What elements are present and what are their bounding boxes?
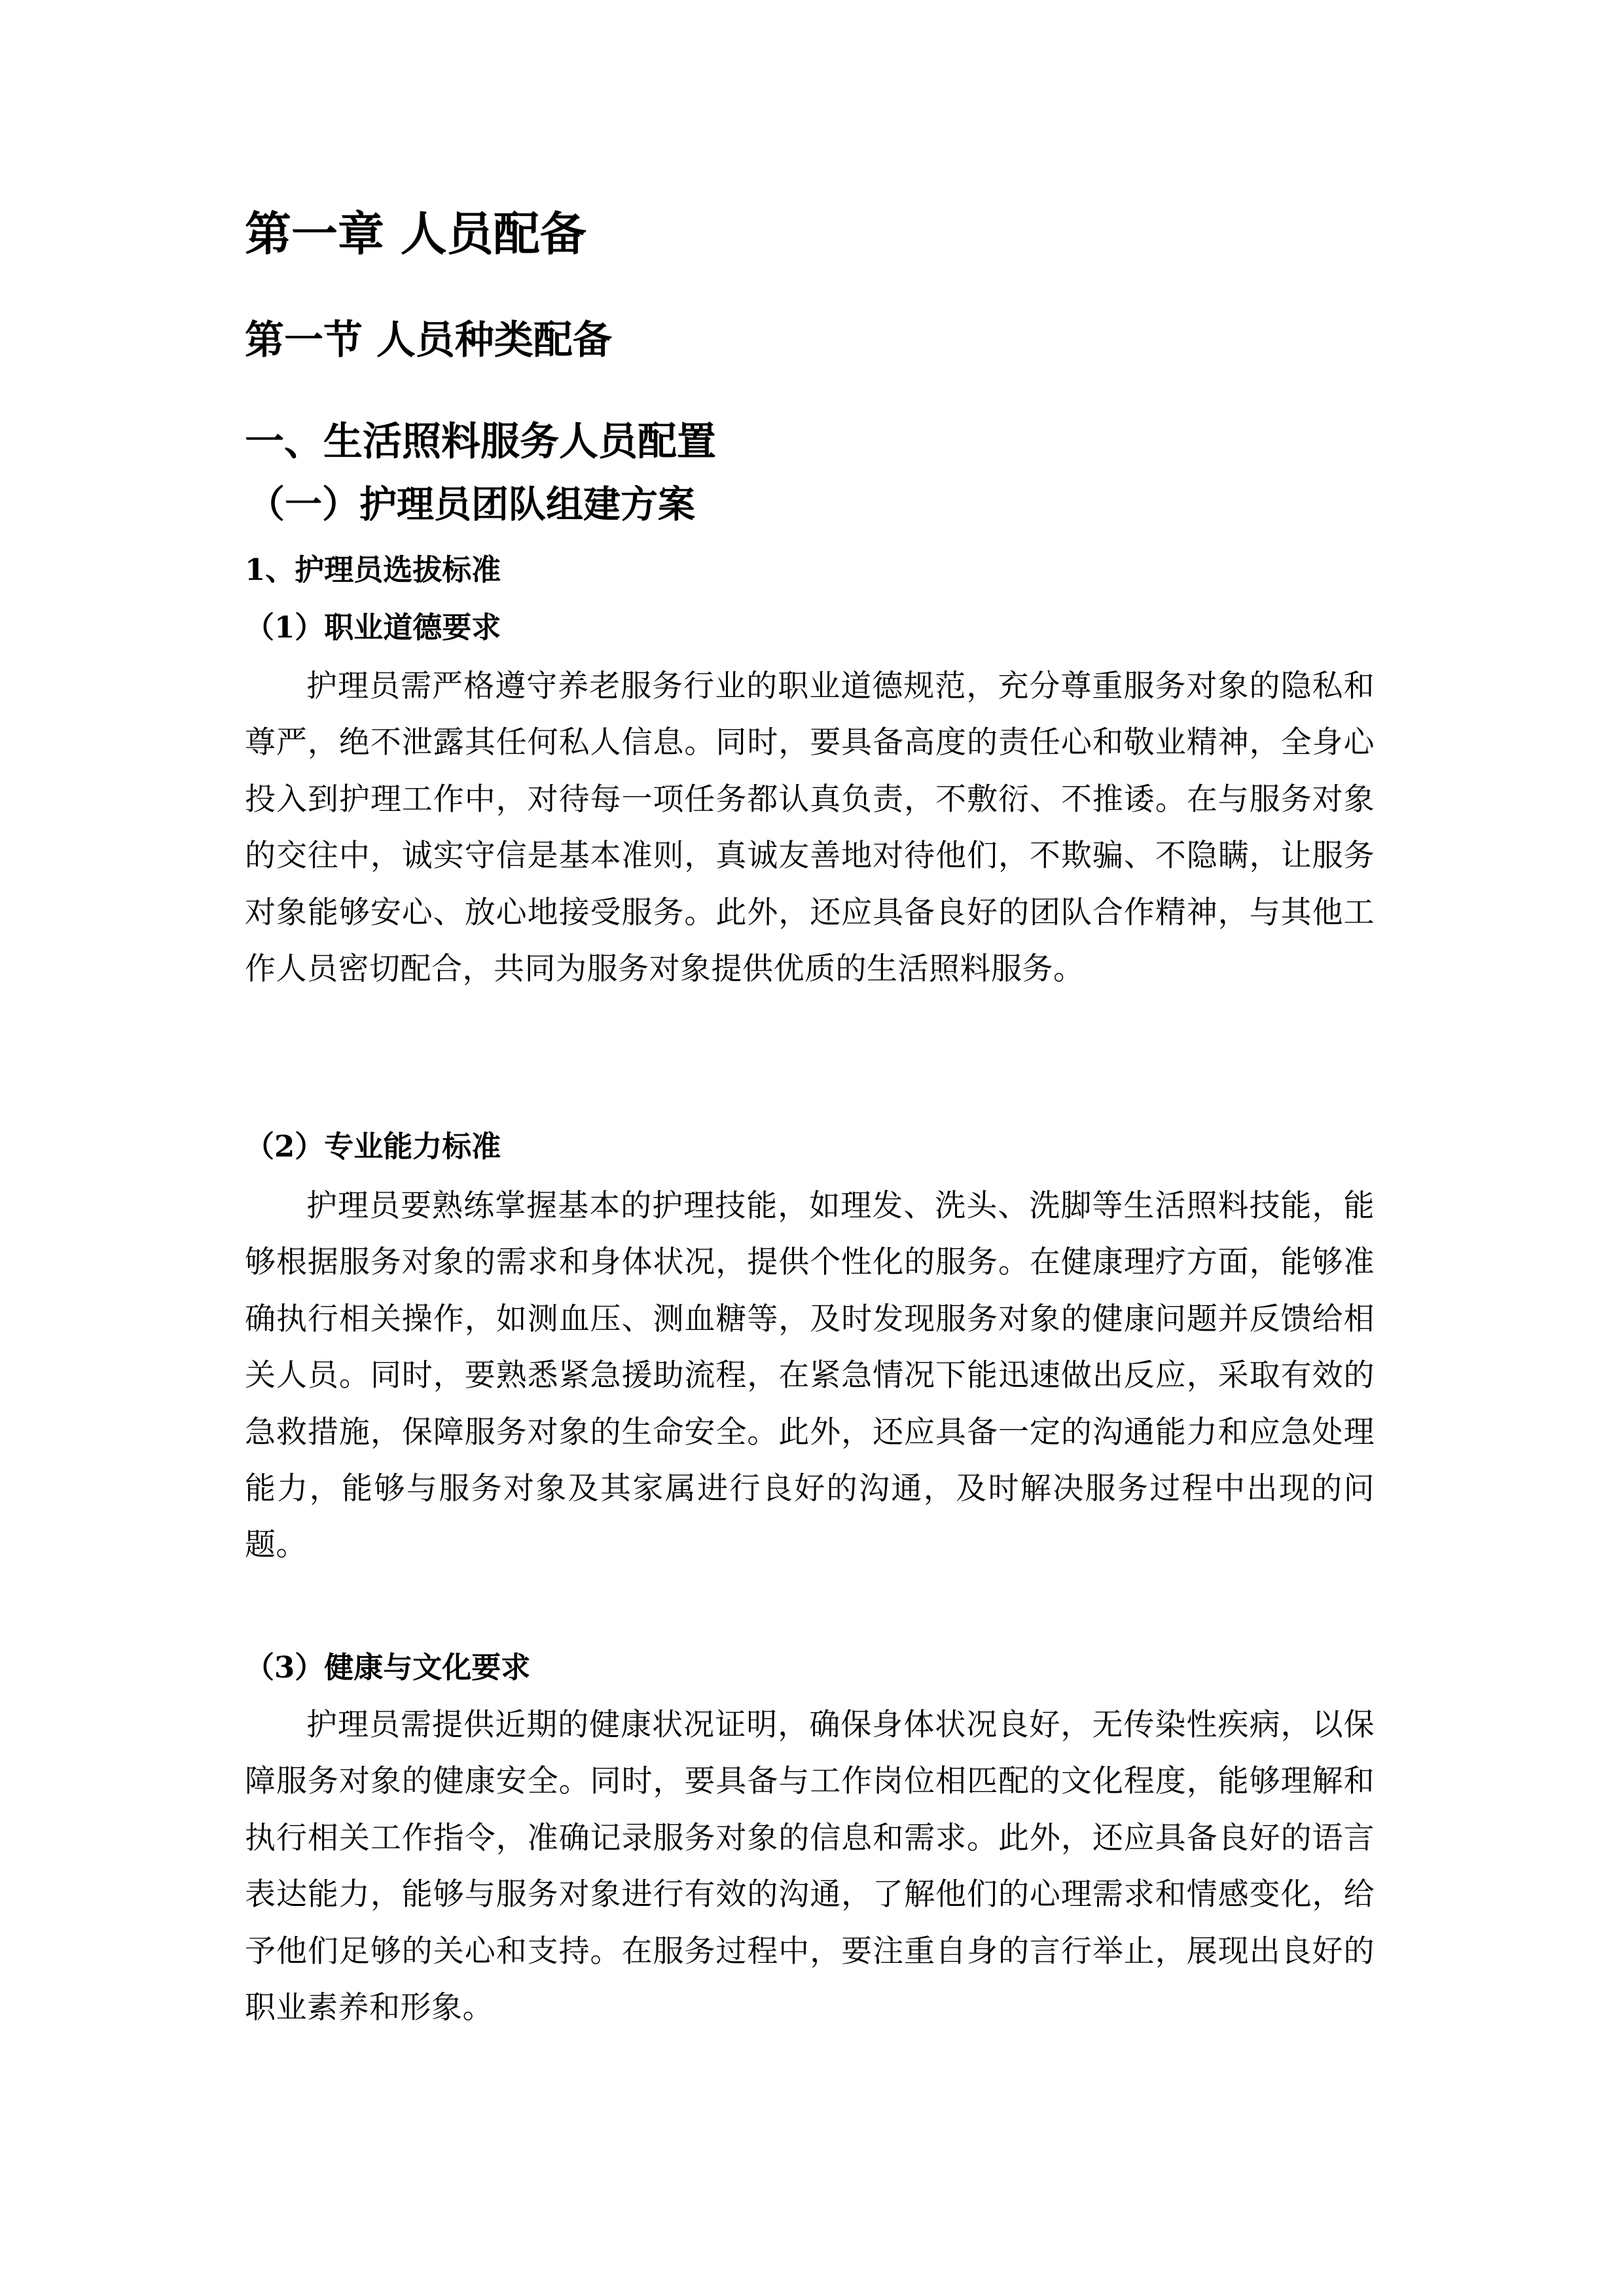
criterion-paragraph-1: 护理员需严格遵守养老服务行业的职业道德规范，充分尊重服务对象的隐私和尊严，绝不泄露其任何私人信息。同时，要具备高度的责任心和敬业精神，全身心投入到护理工作中，对待每一项任务都认真负责，不敷衍、不推诿。在与服务对象的交往中，诚实守信是基本准则，真诚友善地对待他们，不欺骗、不隐瞒，让服务对象能够安心、放心地接受服务。此外，还应具备良好的团队合作精神，与其他工作人员密切配合，共同为服务对象提供优质的生活照料服务。 (245, 668, 1375, 988)
item-title: 1、护理员选拔标准 (245, 552, 501, 587)
criterion-paragraph-3: 护理员需提供近期的健康状况证明，确保身体状况良好，无传染性疾病，以保障服务对象的健康安全。同时，要具备与工作岗位相匹配的文化程度，能够理解和执行相关工作指令，准确记录服务对象的信息和需求。此外，还应具备良好的语言表达能力，能够与服务对象进行有效的沟通，了解他们的心理需求和情感变化，给予他们足够的关心和支持。在服务过程中，要注重自身的言行举止，展现出良好的职业素养和形象。 (245, 1707, 1375, 2026)
criterion-heading-3: （3）健康与文化要求 (245, 1650, 531, 1685)
section-title: 第一节 人员种类配备 (245, 317, 612, 363)
criterion-heading-1: （1）职业道德要求 (245, 610, 501, 645)
chapter-title: 第一章 人员配备 (245, 207, 586, 261)
part-title: 一、生活照料服务人员配置 (245, 419, 716, 465)
criterion-heading-2: （2）专业能力标准 (245, 1129, 501, 1164)
subpart-title: （一）护理员团队组建方案 (247, 482, 695, 526)
criterion-paragraph-2: 护理员要熟练掌握基本的护理技能，如理发、洗头、洗脚等生活照料技能，能够根据服务对象的需求和身体状况，提供个性化的服务。在健康理疗方面，能够准确执行相关操作，如测血压、测血糖等，及时发现服务对象的健康问题并反馈给相关人员。同时，要熟悉紧急援助流程，在紧急情况下能迅速做出反应，采取有效的急救措施，保障服务对象的生命安全。此外，还应具备一定的沟通能力和应急处理能力，能够与服务对象及其家属进行良好的沟通，及时解决服务过程中出现的问题。 (245, 1188, 1375, 1564)
